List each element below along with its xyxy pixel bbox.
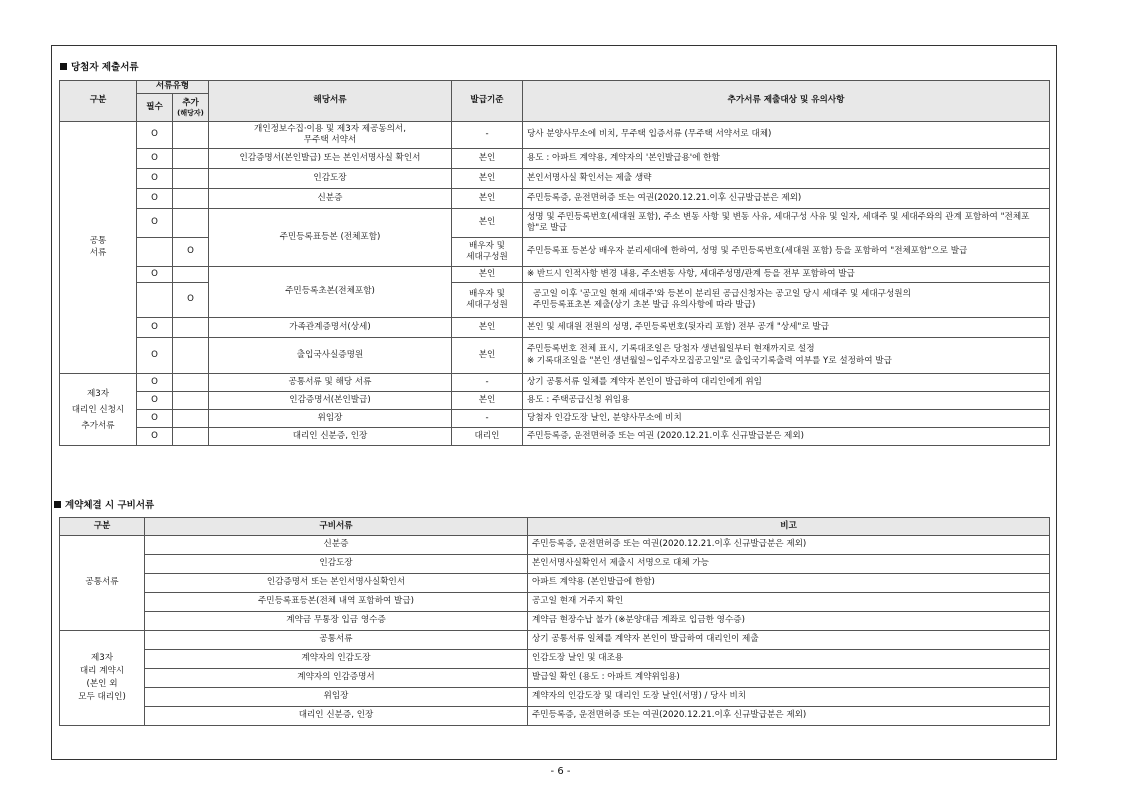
section-title-text: 계약체결 시 구비서류 xyxy=(65,500,155,511)
document-note: 주민등록번호 전체 표시, 기록대조일은 당첨자 생년월일부터 현재까지로 설정 ※ 기록대조일을 "본인 생년월일~입주자모집공고일"로 출입국기록출력 여부를 Y로 설정하여 발급 xyxy=(523,338,1050,374)
document-name: 신분증 xyxy=(209,189,452,209)
document-remark: 계약금 현장수납 불가 (※분양대금 계좌로 입금한 영수증) xyxy=(528,612,1050,631)
additional-mark xyxy=(173,392,209,410)
issue-basis: 본인 xyxy=(452,209,523,238)
issue-basis: 본인 xyxy=(452,149,523,169)
document-note: 당사 분양사무소에 비치, 무주택 입증서류 (무주택 서약서로 대체) xyxy=(523,122,1050,149)
document-name: 위임장 xyxy=(209,410,452,428)
document-note: 당첨자 인감도장 날인, 분양사무소에 비치 xyxy=(523,410,1050,428)
document-remark: 발급일 확인 (용도 : 아파트 계약위임용) xyxy=(528,669,1050,688)
table-row xyxy=(60,612,1050,631)
header-additional xyxy=(173,94,209,122)
table-row xyxy=(60,593,1050,612)
required-mark: O xyxy=(137,209,173,238)
document-remark: 주민등록증, 운전면허증 또는 여권(2020.12.21.이후 신규발급분은 제외) xyxy=(528,707,1050,726)
page-number: - 6 - xyxy=(550,766,571,777)
document-note: 주민등록증, 운전면허증 또는 여권 (2020.12.21.이후 신규발급분은 제외) xyxy=(523,428,1050,446)
group-proxy-docs: 제3자 대리 계약시 (본인 외 모두 대리인) xyxy=(60,631,145,726)
table-row xyxy=(60,149,1050,169)
document-remark: 아파트 계약용 (본인발급에 한함) xyxy=(528,574,1050,593)
required-mark: O xyxy=(137,189,173,209)
document-name: 계약금 무통장 입금 영수증 xyxy=(145,612,528,631)
additional-mark xyxy=(173,374,209,392)
document-name: 인감증명서 또는 본인서명사실확인서 xyxy=(145,574,528,593)
required-mark: O xyxy=(137,428,173,446)
issue-basis: 대리인 xyxy=(452,428,523,446)
table-row xyxy=(60,410,1050,428)
table-row xyxy=(60,688,1050,707)
table-row xyxy=(60,122,1050,149)
required-mark: O xyxy=(137,267,173,283)
table-row xyxy=(60,318,1050,338)
header-additional-label: 추가 xyxy=(182,97,199,108)
table-row xyxy=(60,574,1050,593)
document-name: 계약자의 인감증명서 xyxy=(145,669,528,688)
document-name: 가족관계증명서(상세) xyxy=(209,318,452,338)
issue-basis: 본인 xyxy=(452,189,523,209)
additional-mark xyxy=(173,338,209,374)
document-note: 주민등록증, 운전면허증 또는 여권(2020.12.21.이후 신규발급분은 제외) xyxy=(523,189,1050,209)
required-mark: O xyxy=(137,338,173,374)
table-row xyxy=(60,392,1050,410)
document-note: 성명 및 주민등록번호(세대원 포함), 주소 변동 사항 및 변동 사유, 세대구성 사유 및 일자, 세대주 및 세대주와의 관계 포함하여 "전체포함"로 발급 xyxy=(523,209,1050,238)
document-note: 주민등록표 등본상 배우자 분리세대에 한하여, 성명 및 주민등록번호(세대원 포함) 등을 포함하여 "전체포함"으로 발급 xyxy=(523,238,1050,267)
square-bullet-icon xyxy=(54,501,61,508)
document-remark: 인감도장 날인 및 대조용 xyxy=(528,650,1050,669)
document-name: 출입국사실증명원 xyxy=(209,338,452,374)
table-row xyxy=(60,428,1050,446)
table-row xyxy=(60,536,1050,555)
document-note: 용도 : 아파트 계약용, 계약자의 '본인발급용'에 한함 xyxy=(523,149,1050,169)
table-row xyxy=(60,650,1050,669)
table-row xyxy=(60,555,1050,574)
issue-basis: 본인 xyxy=(452,392,523,410)
document-note: 본인서명사실 확인서는 제출 생략 xyxy=(523,169,1050,189)
document-name: 공통서류 xyxy=(145,631,528,650)
issue-basis: - xyxy=(452,122,523,149)
header-remark: 비고 xyxy=(528,518,1050,536)
section-title-contract-docs xyxy=(54,497,154,511)
table-row xyxy=(60,267,1050,283)
header-division: 구분 xyxy=(60,81,137,122)
table-row xyxy=(60,209,1050,238)
header-notes: 추가서류 제출대상 및 유의사항 xyxy=(523,81,1050,122)
additional-mark xyxy=(173,267,209,283)
additional-mark xyxy=(173,318,209,338)
header-issue-basis: 발급기준 xyxy=(452,81,523,122)
additional-mark: O xyxy=(173,283,209,318)
required-mark: O xyxy=(137,149,173,169)
required-mark xyxy=(137,238,173,267)
required-mark: O xyxy=(137,410,173,428)
table-row xyxy=(60,707,1050,726)
additional-mark xyxy=(173,428,209,446)
additional-mark xyxy=(173,209,209,238)
required-mark: O xyxy=(137,318,173,338)
table-row xyxy=(60,374,1050,392)
document-name: 주민등록초본(전체포함) xyxy=(209,267,452,318)
contract-documents-table xyxy=(59,517,1050,726)
header-additional-note: (해당자) xyxy=(177,109,204,118)
required-mark: O xyxy=(137,122,173,149)
header-division: 구분 xyxy=(60,518,145,536)
document-note: 상기 공통서류 일체를 계약자 본인이 발급하여 대리인에게 위임 xyxy=(523,374,1050,392)
document-remark: 계약자의 인감도장 및 대리인 도장 날인(서명) / 당사 비치 xyxy=(528,688,1050,707)
document-remark: 본인서명사실확인서 제출시 서명으로 대체 가능 xyxy=(528,555,1050,574)
square-bullet-icon xyxy=(60,63,67,70)
issue-basis: 배우자 및 세대구성원 xyxy=(452,283,523,318)
additional-mark xyxy=(173,189,209,209)
section-title-text: 당첨자 제출서류 xyxy=(71,62,139,73)
issue-basis: - xyxy=(452,410,523,428)
document-note: ※ 반드시 인적사항 변경 내용, 주소변동 사항, 세대주성명/관계 등을 전부 포함하여 발급 xyxy=(523,267,1050,283)
document-name: 대리인 신분증, 인장 xyxy=(145,707,528,726)
additional-mark xyxy=(173,410,209,428)
issue-basis: 본인 xyxy=(452,338,523,374)
winner-documents-table xyxy=(59,80,1050,446)
issue-basis: 본인 xyxy=(452,267,523,283)
document-name: 위임장 xyxy=(145,688,528,707)
required-mark: O xyxy=(137,169,173,189)
document-name: 주민등록표등본(전체 내역 포함하여 발급) xyxy=(145,593,528,612)
required-mark: O xyxy=(137,374,173,392)
document-name: 신분증 xyxy=(145,536,528,555)
table-row xyxy=(60,238,1050,267)
document-name: 공통서류 및 해당 서류 xyxy=(209,374,452,392)
required-mark: O xyxy=(137,392,173,410)
document-remark: 상기 공통서류 일체를 계약자 본인이 발급하여 대리인이 제출 xyxy=(528,631,1050,650)
document-note: 공고일 이후 '공고일 현재 세대주'와 등본이 분리된 공급신청자는 공고일 당시 세대주 및 세대구성원의 주민등록표초본 제출(상기 초본 발급 유의사항에 따라 발급) xyxy=(523,283,1050,318)
document-note: 용도 : 주택공급신청 위임용 xyxy=(523,392,1050,410)
required-mark xyxy=(137,283,173,318)
issue-basis: 본인 xyxy=(452,169,523,189)
document-remark: 공고일 현재 거주지 확인 xyxy=(528,593,1050,612)
additional-mark xyxy=(173,149,209,169)
table-row xyxy=(60,283,1050,318)
section-title-winner-docs xyxy=(60,59,139,73)
header-document: 해당서류 xyxy=(209,81,452,122)
table-row xyxy=(60,169,1050,189)
additional-mark xyxy=(173,169,209,189)
header-document: 구비서류 xyxy=(145,518,528,536)
document-name: 인감도장 xyxy=(209,169,452,189)
document-name: 인감증명서(본인발급) 또는 본인서명사실 확인서 xyxy=(209,149,452,169)
document-name: 인감도장 xyxy=(145,555,528,574)
table-row xyxy=(60,669,1050,688)
additional-mark xyxy=(173,122,209,149)
table-row xyxy=(60,631,1050,650)
table-row xyxy=(60,189,1050,209)
table-row xyxy=(60,338,1050,374)
issue-basis: 배우자 및 세대구성원 xyxy=(452,238,523,267)
document-name: 주민등록표등본 (전체포함) xyxy=(209,209,452,267)
group-common-docs: 공통서류 xyxy=(60,536,145,631)
document-note: 본인 및 세대원 전원의 성명, 주민등록번호(뒷자리 포함) 전부 공개 "상세"로 발급 xyxy=(523,318,1050,338)
header-doc-type: 서류유형 xyxy=(137,81,209,94)
issue-basis: 본인 xyxy=(452,318,523,338)
document-name: 계약자의 인감도장 xyxy=(145,650,528,669)
document-remark: 주민등록증, 운전면허증 또는 여권(2020.12.21.이후 신규발급분은 제외) xyxy=(528,536,1050,555)
group-common-docs: 공통 서류 xyxy=(60,122,137,374)
issue-basis: - xyxy=(452,374,523,392)
document-name: 인감증명서(본인발급) xyxy=(209,392,452,410)
group-proxy-docs: 제3자 대리인 신청시 추가서류 xyxy=(60,374,137,446)
document-name: 개인정보수집·이용 및 제3자 제공동의서, 무주택 서약서 xyxy=(209,122,452,149)
document-name: 대리인 신분증, 인장 xyxy=(209,428,452,446)
header-required: 필수 xyxy=(137,94,173,122)
additional-mark: O xyxy=(173,238,209,267)
